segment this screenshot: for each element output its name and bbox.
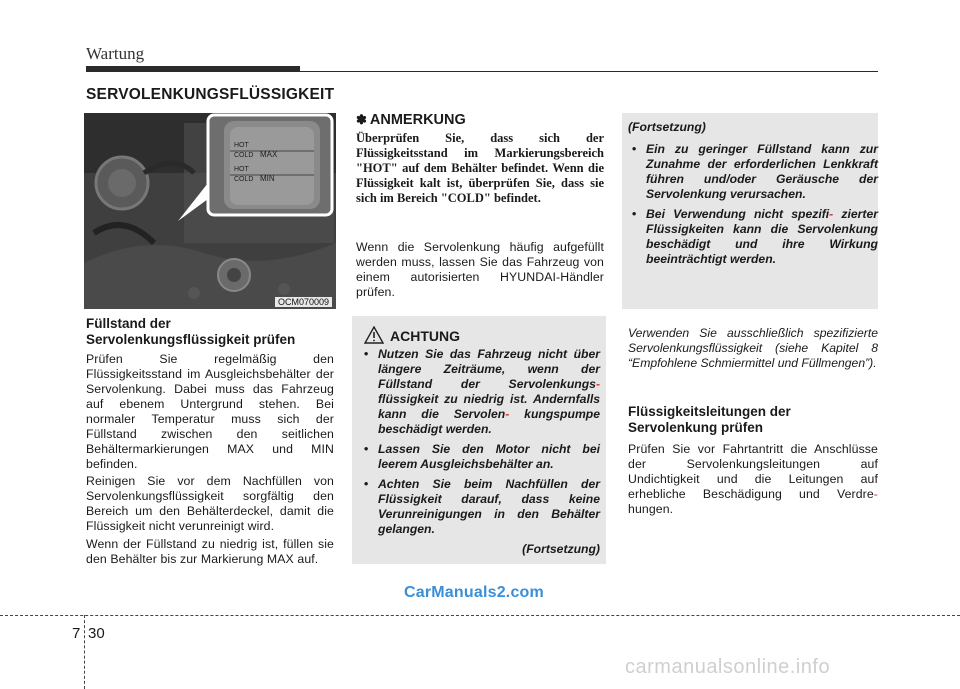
continuation-item-2 [628, 207, 878, 267]
lines-paragraph-part2: hungen. [628, 502, 674, 516]
engine-photo [84, 113, 336, 309]
hyphen-mark: - [595, 377, 600, 391]
continuation-title: (Fortsetzung) [628, 120, 706, 134]
caution-list-container [360, 347, 600, 556]
fluid-level-heading [86, 316, 334, 348]
continuation-list [628, 142, 878, 267]
lines-heading-line1: Flüssigkeitsleitungen der [628, 404, 791, 419]
note-title: ANMERKUNG [369, 112, 466, 128]
fluid-level-paragraph-2: Reinigen Sie vor dem Nachfüllen von Servolenkungsflüssigkeit sorgfältig den Bereich um den Behälterdeckel, damit die Flüssigkeit nicht verunreinigt wird. [86, 474, 334, 533]
caution-item-1 [360, 347, 600, 437]
fluid-level-paragraph-1: Prüfen Sie regelmäßig den Flüssigkeitsstand im Ausgleichsbehälter der Servolenkung. Dabei muss das Fahrzeug auf ebenem Untergrund stehen. Bei normaler Temperatur muss sich der Füllstand zwischen den seitlichen Behältermarkierungen MAX und MIN befinden. [86, 352, 334, 471]
section-label: Wartung [86, 44, 145, 63]
continuation-item-1: • Ein zu geringer Füllstand kann zur Zunahme der erforderlichen Lenkkraft führen und/oder Geräusche der Servolenkung verursachen. [628, 142, 878, 202]
inset-label-cold-2: COLD [234, 176, 254, 183]
hyphen-mark: - [873, 487, 878, 501]
site-watermark: carmanualsonline.info [625, 656, 831, 678]
note-body: Überprüfen Sie, dass sich der Flüssigkeitsstand im Markierungsbereich "HOT" auf dem Behälter befindet. Wenn die Flüssigkeit kalt ist, überprüfen Sie, dass sie sich im Bereich "COLD" befindet. [356, 131, 604, 205]
inset-label-hot-2: HOT [234, 166, 249, 173]
caution-title: ACHTUNG [390, 328, 460, 344]
continuation-item-2-part2: zierter Flüssigkeiten kann die Servolenkung beschädigt und ihre Wirkung beeinträchtigt werden. [646, 207, 878, 266]
inset-label-min: MIN [260, 174, 275, 183]
note-star-icon: ✽ [356, 112, 367, 127]
hyphen-mark: - [505, 407, 510, 421]
lines-paragraph [628, 442, 878, 517]
caution-item-1-part3: kungspumpe beschädigt werden. [378, 407, 601, 436]
caution-item-1-part2: flüssigkeit zu niedrig ist. Andernfalls kann die Servolen [378, 392, 600, 421]
header-rule-thick [86, 66, 300, 72]
hyphen-mark: - [829, 207, 834, 221]
inset-label-max: MAX [260, 150, 278, 159]
caution-item-3: • Achten Sie beim Nachfüllen der Flüssigkeit darauf, dass keine Verunreinigungen in den Behälter gelangen. [360, 477, 600, 537]
lines-heading [628, 404, 878, 436]
caution-item-2: • Lassen Sie den Motor nicht bei leerem Ausgleichsbehälter an. [360, 442, 600, 472]
header-rule-thin [300, 71, 878, 72]
lines-heading-line2: Servolenkung prüfen [628, 420, 764, 435]
continuation-item-2-part1: Bei Verwendung nicht spezifi [646, 207, 830, 221]
footer-divider [84, 615, 85, 689]
note-heading [356, 112, 466, 128]
caution-list [360, 347, 600, 537]
page-number: 30 [88, 625, 105, 642]
note-followup: Wenn die Servolenkung häufig aufgefüllt werden muss, lassen Sie das Fahrzeug von einem autorisierten HYUNDAI-Händler prüfen. [356, 240, 604, 299]
footer-rule [0, 615, 960, 616]
continuation-content [628, 120, 878, 272]
fluid-level-heading-line2: Servolenkungsflüssigkeit prüfen [86, 332, 296, 347]
specified-fluid-note: Verwenden Sie ausschließlich spezifizierte Servolenkungsflüssigkeit (siehe Kapitel 8 “Empfohlene Schmiermittel und Füllmengen”). [628, 326, 878, 370]
warning-triangle-icon [364, 326, 384, 344]
page-heading: SERVOLENKUNGSFLÜSSIGKEIT [86, 86, 335, 103]
inset-label-hot-1: HOT [234, 142, 249, 149]
chapter-number: 7 [72, 625, 81, 642]
fluid-level-paragraph-3: Wenn der Füllstand zu niedrig ist, füllen sie den Behälter bis zur Markierung MAX auf. [86, 537, 334, 566]
fluid-level-heading-line1: Füllstand der [86, 316, 171, 331]
lines-paragraph-part1: Prüfen Sie vor Fahrtantritt die Anschlüsse der Servolenkungsleitungen auf Undichtigkeit und die Leitungen auf erhebliche Beschädigung und Verdre [628, 442, 878, 501]
engine-photo-illustration [84, 113, 336, 309]
watermark-link[interactable]: CarManuals2.com [404, 584, 544, 601]
photo-code: OCM070009 [275, 297, 332, 307]
inset-label-cold-1: COLD [234, 152, 254, 159]
caution-continued: (Fortsetzung) [522, 542, 600, 556]
caution-item-1-part1: Nutzen Sie das Fahrzeug nicht über längere Zeiträume, wenn der Füllstand der Servolenkungs [378, 347, 600, 391]
